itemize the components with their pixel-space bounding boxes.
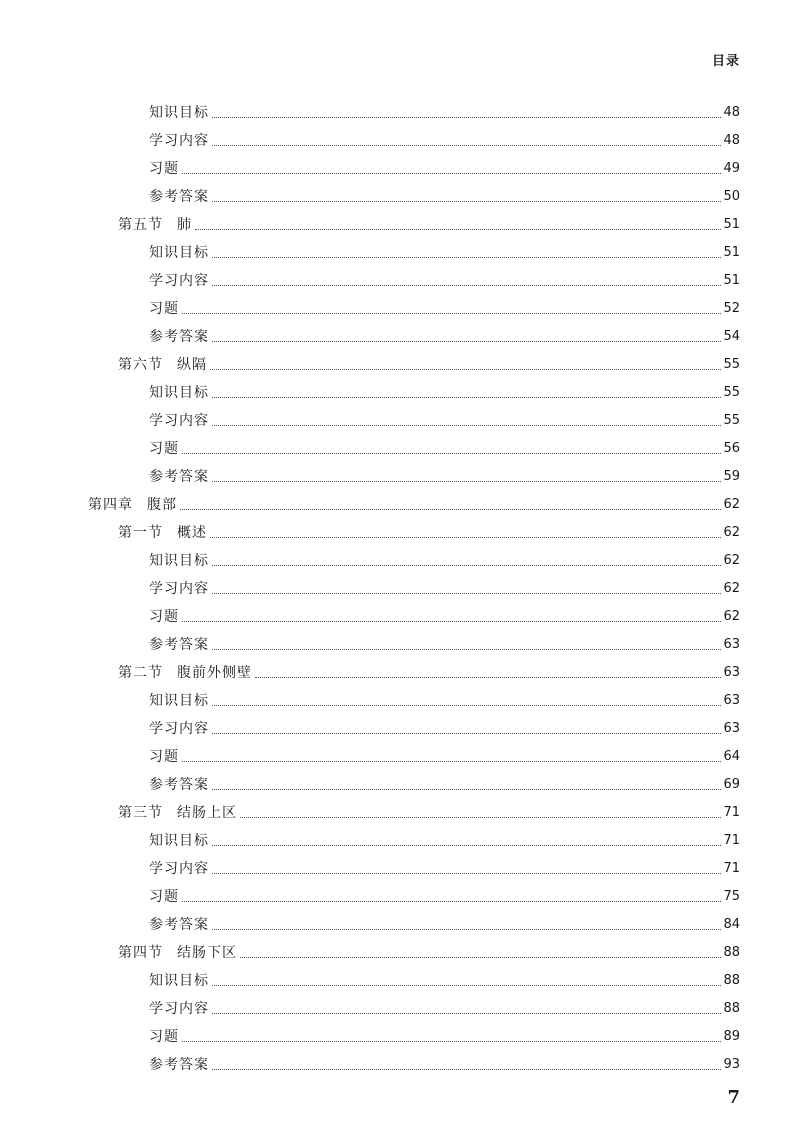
toc-entry-page: 71 — [723, 861, 740, 876]
dot-leader — [240, 957, 721, 958]
toc-entry-title — [149, 299, 179, 320]
toc-entry-text: 学习内容 — [149, 413, 209, 429]
toc-entry-sub[interactable] — [149, 908, 740, 936]
dot-leader — [212, 145, 721, 146]
toc-entry-title — [149, 859, 209, 880]
toc-entry-page: 71 — [723, 833, 740, 848]
dot-leader — [212, 873, 721, 874]
toc-entry-section[interactable] — [118, 516, 740, 544]
toc-entry-text: 习题 — [149, 441, 179, 457]
toc-entry-title — [118, 215, 192, 236]
toc-entry-title — [149, 999, 209, 1020]
dot-leader — [212, 425, 721, 426]
toc-entry-title — [118, 663, 252, 684]
toc-entry-title — [149, 971, 209, 992]
toc-entry-title — [149, 159, 179, 180]
toc-entry-sub[interactable] — [149, 572, 740, 600]
toc-entry-sub[interactable] — [149, 404, 740, 432]
toc-entry-page: 62 — [723, 525, 740, 540]
toc-entry-sub[interactable] — [149, 852, 740, 880]
toc-entry-title — [149, 383, 209, 404]
dot-leader — [212, 1069, 721, 1070]
toc-entry-text: 概述 — [177, 525, 207, 541]
toc-entry-text: 学习内容 — [149, 1001, 209, 1017]
toc-entry-sub[interactable] — [149, 292, 740, 320]
toc-entry-sub[interactable] — [149, 264, 740, 292]
dot-leader — [210, 369, 721, 370]
toc-entry-page: 56 — [723, 441, 740, 456]
toc-entry-page: 62 — [723, 553, 740, 568]
toc-entry-section[interactable] — [118, 208, 740, 236]
toc-entry-text: 学习内容 — [149, 581, 209, 597]
toc-entry-title — [149, 1027, 179, 1048]
toc-entry-sub[interactable] — [149, 964, 740, 992]
toc-entry-label: 第四章 — [88, 497, 133, 513]
toc-entry-sub[interactable] — [149, 544, 740, 572]
toc-entry-title — [149, 775, 209, 796]
dot-leader — [212, 117, 721, 118]
toc-entry-sub[interactable] — [149, 460, 740, 488]
toc-entry-sub[interactable] — [149, 992, 740, 1020]
toc-entry-title — [118, 523, 207, 544]
toc-entry-page: 51 — [723, 217, 740, 232]
toc-entry-label: 第一节 — [118, 525, 163, 541]
toc-entry-text: 参考答案 — [149, 1057, 209, 1073]
toc-entry-title — [149, 131, 209, 152]
toc-entry-label: 第二节 — [118, 665, 163, 681]
toc-entry-page: 88 — [723, 1001, 740, 1016]
toc-entry-page: 88 — [723, 973, 740, 988]
dot-leader — [212, 845, 721, 846]
toc-entry-sub[interactable] — [149, 712, 740, 740]
toc-entry-sub[interactable] — [149, 152, 740, 180]
dot-leader — [212, 341, 721, 342]
toc-entry-title — [118, 803, 237, 824]
toc-entry-text: 知识目标 — [149, 385, 209, 401]
dot-leader — [212, 705, 721, 706]
toc-entry-page: 48 — [723, 105, 740, 120]
toc-entry-title — [149, 327, 209, 348]
dot-leader — [182, 621, 721, 622]
toc-entry-text: 学习内容 — [149, 133, 209, 149]
toc-entry-title — [149, 243, 209, 264]
toc-entry-title — [149, 467, 209, 488]
toc-entry-title — [88, 495, 177, 516]
toc-entry-page: 88 — [723, 945, 740, 960]
toc-entry-section[interactable] — [118, 656, 740, 684]
toc-entry-title — [149, 439, 179, 460]
toc-entry-title — [149, 887, 179, 908]
dot-leader — [195, 229, 721, 230]
toc-entry-text: 参考答案 — [149, 777, 209, 793]
dot-leader — [212, 649, 721, 650]
toc-entry-text: 参考答案 — [149, 917, 209, 933]
toc-entry-sub[interactable] — [149, 96, 740, 124]
dot-leader — [212, 201, 721, 202]
toc-entry-label: 第六节 — [118, 357, 163, 373]
toc-entry-page: 63 — [723, 637, 740, 652]
toc-entry-page: 62 — [723, 581, 740, 596]
dot-leader — [182, 313, 721, 314]
toc-entry-page: 62 — [723, 609, 740, 624]
toc-entry-text: 习题 — [149, 161, 179, 177]
dot-leader — [212, 985, 721, 986]
dot-leader — [210, 537, 721, 538]
dot-leader — [182, 1041, 721, 1042]
toc-entry-section[interactable] — [118, 936, 740, 964]
toc-entry-text: 参考答案 — [149, 189, 209, 205]
toc-entry-section[interactable] — [118, 796, 740, 824]
toc-entry-title — [149, 551, 209, 572]
toc-entry-text: 纵隔 — [177, 357, 207, 373]
toc-entry-text: 学习内容 — [149, 721, 209, 737]
toc-entry-page: 62 — [723, 497, 740, 512]
dot-leader — [212, 733, 721, 734]
toc-entry-title — [149, 831, 209, 852]
dot-leader — [212, 593, 721, 594]
toc-entry-page: 49 — [723, 161, 740, 176]
dot-leader — [182, 173, 721, 174]
dot-leader — [212, 929, 721, 930]
toc-entry-label: 第四节 — [118, 945, 163, 961]
dot-leader — [212, 397, 721, 398]
toc-entry-text: 参考答案 — [149, 469, 209, 485]
toc-entry-text: 腹部 — [147, 497, 177, 513]
toc-entry-text: 习题 — [149, 889, 179, 905]
toc-entry-sub[interactable] — [149, 600, 740, 628]
dot-leader — [182, 901, 721, 902]
dot-leader — [182, 761, 721, 762]
toc-entry-page: 63 — [723, 721, 740, 736]
toc-entry-page: 59 — [723, 469, 740, 484]
dot-leader — [212, 481, 721, 482]
toc-entry-text: 结肠下区 — [177, 945, 237, 961]
toc-entry-page: 48 — [723, 133, 740, 148]
toc-entry-text: 结肠上区 — [177, 805, 237, 821]
toc-entry-title — [149, 579, 209, 600]
toc-entry-title — [118, 355, 207, 376]
toc-entry-sub[interactable] — [149, 236, 740, 264]
toc-entry-title — [149, 635, 209, 656]
toc-entry-text: 习题 — [149, 1029, 179, 1045]
toc-entry-page: 54 — [723, 329, 740, 344]
toc-entry-title — [149, 103, 209, 124]
toc-entry-sub[interactable] — [149, 180, 740, 208]
toc-entry-sub[interactable] — [149, 320, 740, 348]
toc-entry-section[interactable] — [118, 348, 740, 376]
toc-entry-title — [118, 943, 237, 964]
toc-entry-title — [149, 411, 209, 432]
dot-leader — [212, 1013, 721, 1014]
toc-entry-text: 习题 — [149, 749, 179, 765]
toc-entry-page: 52 — [723, 301, 740, 316]
dot-leader — [182, 453, 721, 454]
toc-entry-title — [149, 607, 179, 628]
toc-entry-title — [149, 1055, 209, 1076]
toc-entry-page: 55 — [723, 357, 740, 372]
toc-entry-page: 63 — [723, 693, 740, 708]
toc-entry-page: 51 — [723, 273, 740, 288]
dot-leader — [212, 285, 721, 286]
dot-leader — [212, 565, 721, 566]
toc-entry-sub[interactable] — [149, 376, 740, 404]
toc-entry-text: 知识目标 — [149, 833, 209, 849]
dot-leader — [240, 817, 721, 818]
toc-entry-sub[interactable] — [149, 124, 740, 152]
toc-entry-text: 肺 — [177, 217, 192, 233]
toc-entry-title — [149, 747, 179, 768]
toc-entry-text: 学习内容 — [149, 273, 209, 289]
toc-entry-sub[interactable] — [149, 1048, 740, 1076]
toc-entry-page: 55 — [723, 413, 740, 428]
toc-entry-page: 71 — [723, 805, 740, 820]
toc-entry-sub[interactable] — [149, 432, 740, 460]
toc-entry-page: 50 — [723, 189, 740, 204]
toc-entry-title — [149, 187, 209, 208]
dot-leader — [180, 509, 721, 510]
toc-entry-sub[interactable] — [149, 740, 740, 768]
toc-entry-page: 55 — [723, 385, 740, 400]
toc-entry-page: 89 — [723, 1029, 740, 1044]
toc-entry-sub[interactable] — [149, 880, 740, 908]
toc-entry-page: 75 — [723, 889, 740, 904]
page-number: 7 — [727, 1087, 740, 1108]
toc-entry-label: 第三节 — [118, 805, 163, 821]
toc-entry-text: 知识目标 — [149, 693, 209, 709]
toc-entry-text: 腹前外侧壁 — [177, 665, 252, 681]
toc-entry-page: 64 — [723, 749, 740, 764]
toc-entry-text: 参考答案 — [149, 329, 209, 345]
toc-entry-sub[interactable] — [149, 684, 740, 712]
toc-entry-text: 知识目标 — [149, 553, 209, 569]
toc-entry-title — [149, 691, 209, 712]
toc-entry-text: 知识目标 — [149, 973, 209, 989]
toc-entry-page: 93 — [723, 1057, 740, 1072]
toc-entry-sub[interactable] — [149, 628, 740, 656]
toc-entry-chapter[interactable] — [88, 488, 740, 516]
dot-leader — [255, 677, 721, 678]
toc-entry-sub[interactable] — [149, 824, 740, 852]
toc-entry-sub[interactable] — [149, 1020, 740, 1048]
page-header-title: 目录 — [711, 54, 740, 69]
toc-entry-page: 51 — [723, 245, 740, 260]
toc-entry-page: 63 — [723, 665, 740, 680]
toc-entry-title — [149, 271, 209, 292]
toc-entry-page: 84 — [723, 917, 740, 932]
toc-entry-title — [149, 915, 209, 936]
dot-leader — [212, 257, 721, 258]
toc-entry-sub[interactable] — [149, 768, 740, 796]
toc-entry-label: 第五节 — [118, 217, 163, 233]
toc-entry-title — [149, 719, 209, 740]
toc-entry-text: 知识目标 — [149, 105, 209, 121]
toc-entry-text: 知识目标 — [149, 245, 209, 261]
toc-entry-text: 学习内容 — [149, 861, 209, 877]
toc-entry-text: 参考答案 — [149, 637, 209, 653]
toc-entry-page: 69 — [723, 777, 740, 792]
toc-entry-text: 习题 — [149, 301, 179, 317]
dot-leader — [212, 789, 721, 790]
toc-entry-text: 习题 — [149, 609, 179, 625]
